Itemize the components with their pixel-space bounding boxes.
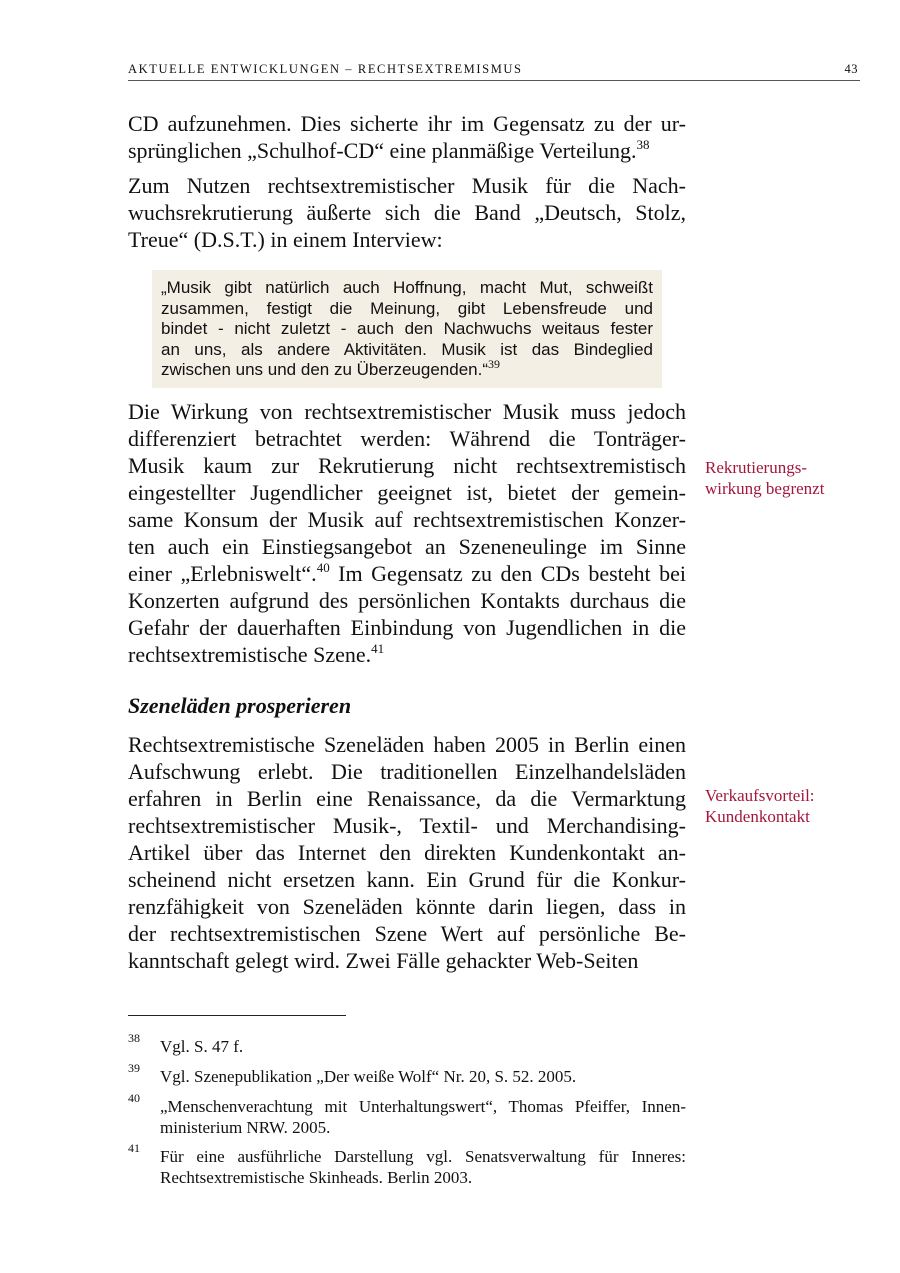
line-text: eingestellter Jugendlicher geeignet ist, bietet der gemein- [128,480,686,505]
line-text: der rechtsextremistischen Szene Wert auf persönliche Be- [128,921,686,946]
text-line [160,1096,686,1117]
line-text: Rechtsextremistische Szeneläden haben 2005 in Berlin einen [128,732,686,757]
paragraph [128,110,686,164]
text-line [128,839,686,866]
line-text: „Musik gibt natürlich auch Hoffnung, macht Mut, schweißt [161,278,653,297]
text-line [128,226,686,253]
line-text: rechtsextremistische Szene. [128,642,372,667]
line-text: einer „Erlebniswelt“. [128,561,317,586]
footnote-text [160,1066,686,1087]
text-line [128,533,686,560]
line-text: bindet - nicht zuletzt - auch den Nachwuchs weitaus fester [161,319,653,338]
footnote-number: 41 [128,1141,140,1155]
text-line [128,641,686,668]
text-line [161,299,653,320]
margin-note: Verkaufsvorteil: Kundenkontakt [705,786,815,826]
text-line [128,758,686,785]
text-line [128,172,686,199]
footnote [128,1091,686,1138]
paragraph [128,398,686,668]
quote-text [161,278,653,381]
text-line [128,893,686,920]
text-line [128,398,686,425]
line-text: „Menschenverachtung mit Unterhaltungswert“, Thomas Pfeiffer, Innen- [160,1097,686,1116]
footnote-number: 40 [128,1091,140,1105]
text-line [128,731,686,758]
line-text: Vgl. S. 47 f. [160,1037,244,1056]
paragraph [128,731,686,974]
line-text: Aufschwung erlebt. Die traditionellen Einzelhandelsläden [128,759,686,784]
text-line [128,812,686,839]
footnote-reference[interactable]: 41 [371,641,385,656]
line-text: rechtsextremistischer Musik-, Textil- und Merchandising- [128,813,686,838]
text-line [128,425,686,452]
line-text: kanntschaft gelegt wird. Zwei Fälle gehackter Web-Seiten [128,948,639,973]
text-line [128,479,686,506]
text-line [160,1146,686,1167]
running-title: AKTUELLE ENTWICKLUNGEN – RECHTSEXTREMISMUS [128,62,523,76]
text-line [128,199,686,226]
footnote-reference[interactable]: 39 [488,357,500,371]
footnote-reference[interactable]: 38 [636,137,650,152]
text-line [161,319,653,340]
line-text: Vgl. Szenepublikation „Der weiße Wolf“ Nr. 20, S. 52. 2005. [160,1067,577,1086]
line-text: Treue“ (D.S.T.) in einem Interview: [128,227,443,252]
text-line [128,785,686,812]
footnote-text [160,1036,686,1057]
text-line [161,357,653,381]
footnote-number: 38 [128,1031,140,1045]
line-text: Gefahr der dauerhaften Einbindung von Jugendlichen in die [128,615,686,640]
text-line [128,506,686,533]
line-text: Konzerten aufgrund des persönlichen Kontakts durchaus die [128,588,686,613]
section-heading: Szeneläden prosperieren [128,693,352,718]
line-text: zusammen, festigt die Meinung, gibt Lebensfreude und [161,298,653,318]
footnote-text [160,1146,686,1188]
footnote [128,1141,686,1188]
line-text: Im Gegensatz zu den CDs besteht bei [329,561,686,586]
line-text: sprünglichen „Schulhof-CD“ eine planmäßige Verteilung. [128,138,637,163]
text-line [160,1036,686,1057]
text-line [161,340,653,361]
footnote-divider [128,1015,346,1016]
line-text: Für eine ausführliche Darstellung vgl. Senatsverwaltung für Inneres: [160,1147,686,1166]
text-line [128,920,686,947]
running-header [128,62,860,81]
block-quote [152,270,662,388]
line-text: an uns, als andere Aktivitäten. Musik ist das Bindeglied [161,339,653,359]
margin-note: Rekrutierungs- wirkung begrenzt [705,458,825,498]
text-line [128,560,686,587]
line-text: ministerium NRW. 2005. [160,1118,331,1137]
paragraph [128,172,686,253]
line-text: Die Wirkung von rechtsextremistischer Musik muss jedoch [128,399,686,424]
text-line [161,278,653,299]
line-text: zwischen uns und den zu Überzeugenden.“ [161,360,488,379]
text-line [128,866,686,893]
line-text: same Konsum der Musik auf rechtsextremistischen Konzer- [128,507,686,532]
line-text: Zum Nutzen rechtsextremistischer Musik für die Nach- [128,173,686,198]
page-number: 43 [844,62,858,76]
line-text: renzfähigkeit von Szeneläden könnte darin liegen, dass in [128,894,686,919]
text-line [128,452,686,479]
line-text: CD aufzunehmen. Dies sicherte ihr im Gegensatz zu der ur- [128,111,686,136]
line-text: ten auch ein Einstiegsangebot an Szeneneulinge im Sinne [128,534,686,559]
text-line [128,587,686,614]
text-line [160,1167,686,1188]
line-text: differenziert betrachtet werden: Während die Tonträger- [128,426,686,451]
line-text: Artikel über das Internet den direkten Kundenkontakt an- [128,840,686,865]
line-text: wuchsrekrutierung äußerte sich die Band „Deutsch, Stolz, [128,200,686,225]
footnote-text [160,1096,686,1138]
footnote-number: 39 [128,1061,140,1075]
line-text: erfahren in Berlin eine Renaissance, da die Vermarktung [128,786,686,811]
line-text: Rechtsextremistische Skinheads. Berlin 2003. [160,1168,473,1187]
line-text: scheinend nicht ersetzen kann. Ein Grund für die Konkur- [128,867,686,892]
text-line [128,614,686,641]
footnote-reference[interactable]: 40 [316,560,330,575]
text-line [128,137,686,164]
text-line [128,110,686,137]
line-text: Musik kaum zur Rekrutierung nicht rechtsextremistisch [128,453,686,478]
footnote [128,1061,686,1087]
footnote [128,1031,686,1057]
text-line [160,1066,686,1087]
text-line [128,947,686,974]
text-line [160,1117,686,1138]
